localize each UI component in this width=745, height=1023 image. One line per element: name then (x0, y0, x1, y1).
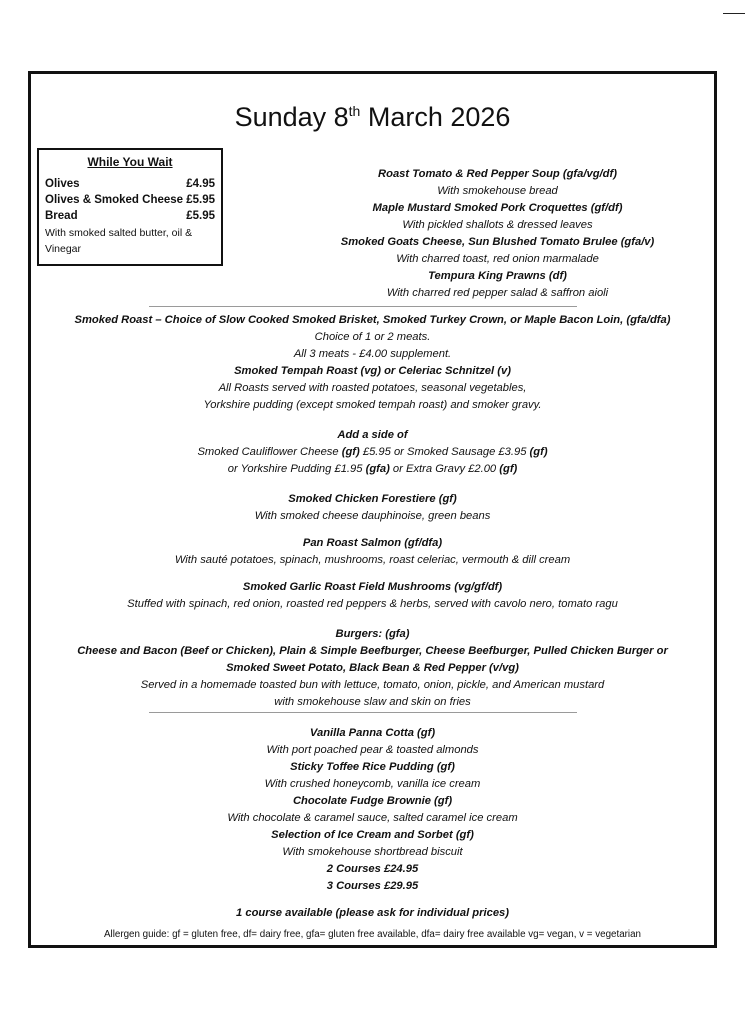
section-divider (149, 712, 577, 713)
dessert-name: Chocolate Fudge Brownie (gf) (292, 795, 453, 807)
price-two-courses: 2 Courses £24.95 (326, 863, 419, 875)
wait-item: Bread £5.95 (45, 210, 215, 222)
while-you-wait-box (37, 148, 223, 266)
starter-name: Maple Mustard Smoked Pork Croquettes (gf/df) (372, 202, 623, 214)
burgers-options: Smoked Sweet Potato, Black Bean & Red Pepper (v/vg) (226, 662, 519, 674)
wait-item: Olives & Smoked Cheese £5.95 (45, 194, 215, 206)
starter-desc: With charred red pepper salad & saffron aioli (386, 287, 609, 299)
wait-item: Olives £4.95 (45, 178, 215, 190)
one-course-note: 1 course available (please ask for individual prices) (236, 907, 509, 919)
starter-desc: With smokehouse bread (437, 185, 558, 197)
starter-desc: With pickled shallots & dressed leaves (402, 219, 593, 231)
dessert-desc: With crushed honeycomb, vanilla ice cream (264, 778, 481, 790)
burgers-heading: Burgers: (gfa) (335, 628, 410, 640)
starter-desc: With charred toast, red onion marmalade (396, 253, 599, 265)
main-desc: With sauté potatoes, spinach, mushrooms, roast celeriac, vermouth & dill cream (174, 554, 571, 566)
main-desc: Stuffed with spinach, red onion, roasted red peppers & herbs, served with cavolo nero, tomato ragu (127, 598, 618, 610)
roast-served: Yorkshire pudding (except smoked tempah roast) and smoker gravy. (203, 399, 542, 411)
main-desc: With smoked cheese dauphinoise, green beans (254, 510, 491, 522)
menu-frame (28, 71, 717, 948)
burgers-desc: with smokehouse slaw and skin on fries (274, 696, 471, 708)
wait-note: With smoked salted butter, oil & Vinegar (45, 227, 193, 255)
starter-name: Roast Tomato & Red Pepper Soup (gfa/vg/df) (378, 168, 617, 180)
price-three-courses: 3 Courses £29.95 (326, 880, 419, 892)
main-name: Pan Roast Salmon (gf/dfa) (302, 537, 443, 549)
allergen-guide: Allergen guide: gf = gluten free, df= dairy free, gfa= gluten free available, dfa= dairy free available vg= vegan, v = vegetarian (103, 929, 641, 940)
roast-served: All Roasts served with roasted potatoes, seasonal vegetables, (218, 382, 527, 394)
dessert-desc: With port poached pear & toasted almonds (266, 744, 479, 756)
scan-corner-mark (723, 13, 745, 14)
roast-line: All 3 meats - £4.00 supplement. (293, 348, 452, 360)
sides-line: or Yorkshire Pudding £1.95 (gfa) or Extra Gravy £2.00 (gf) (227, 463, 518, 475)
starter-name: Tempura King Prawns (df) (428, 270, 567, 282)
roast-heading: Smoked Roast – Choice of Slow Cooked Smoked Brisket, Smoked Turkey Crown, or Maple Bacon Loin, (gfa/dfa) (74, 314, 671, 326)
roast-alt: Smoked Tempah Roast (vg) or Celeriac Schnitzel (v) (234, 365, 511, 377)
main-name: Smoked Garlic Roast Field Mushrooms (vg/gf/df) (242, 581, 503, 593)
dessert-name: Sticky Toffee Rice Pudding (gf) (290, 761, 455, 773)
while-you-wait-heading: While You Wait (87, 155, 173, 169)
page-title: Sunday 8th March 2026 (234, 102, 511, 132)
sides-heading: Add a side of (337, 429, 408, 441)
dessert-name: Vanilla Panna Cotta (gf) (309, 727, 436, 739)
burgers-options: Cheese and Bacon (Beef or Chicken), Plain & Simple Beefburger, Cheese Beefburger, Pulled Chicken Burger or (77, 645, 668, 657)
dessert-desc: With chocolate & caramel sauce, salted caramel ice cream (227, 812, 518, 824)
dessert-name: Selection of Ice Cream and Sorbet (gf) (271, 829, 474, 841)
roast-line: Choice of 1 or 2 meats. (314, 331, 431, 343)
section-divider (149, 306, 577, 307)
burgers-desc: Served in a homemade toasted bun with lettuce, tomato, onion, pickle, and American mustard (140, 679, 605, 691)
main-name: Smoked Chicken Forestiere (gf) (288, 493, 457, 505)
sides-line: Smoked Cauliflower Cheese (gf) £5.95 or Smoked Sausage £3.95 (gf) (197, 446, 548, 458)
dessert-desc: With smokehouse shortbread biscuit (282, 846, 463, 858)
starter-name: Smoked Goats Cheese, Sun Blushed Tomato Brulee (gfa/v) (340, 236, 655, 248)
